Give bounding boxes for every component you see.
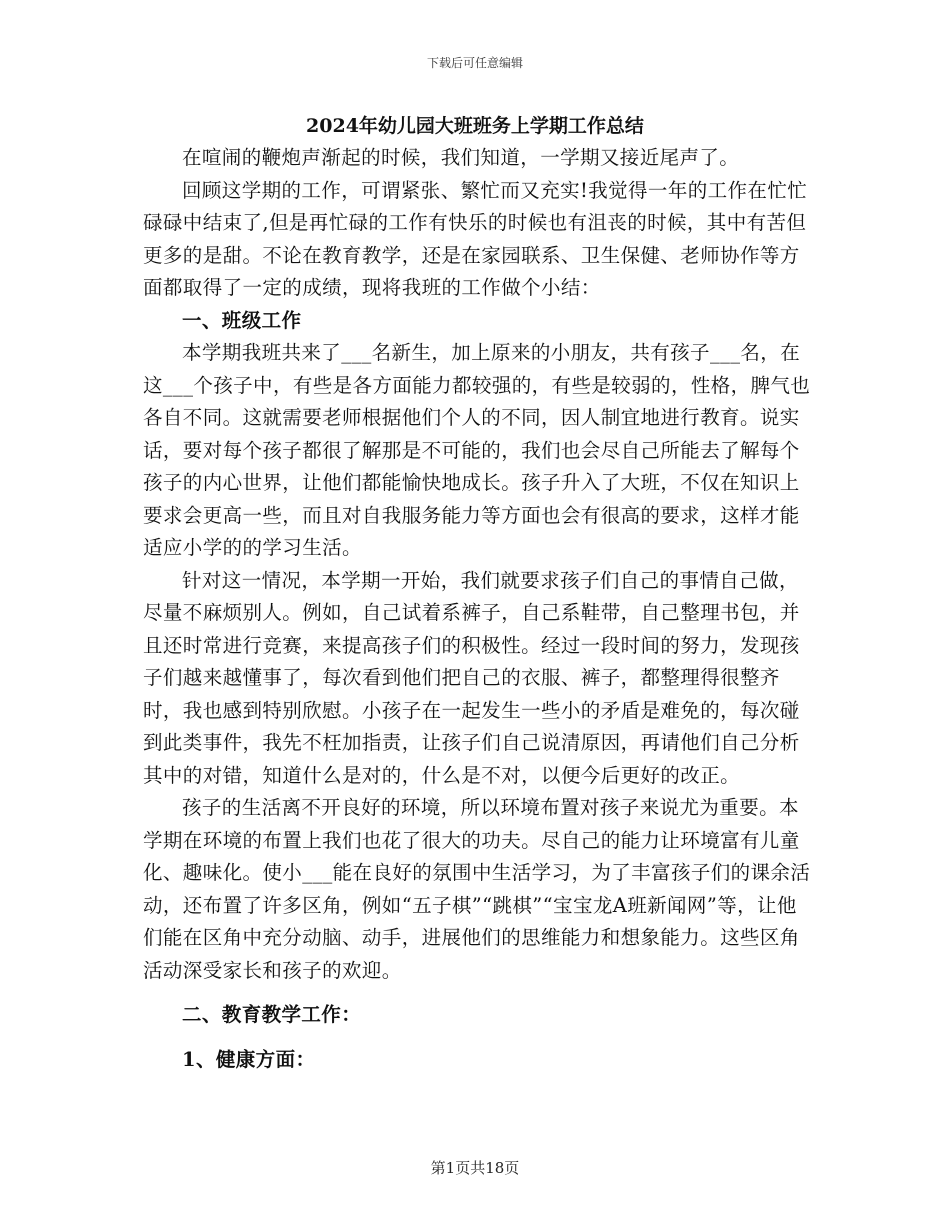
section-heading-class-work: 一、班级工作	[182, 308, 302, 332]
document-body	[143, 142, 815, 1076]
paragraph-intro: 在喧闹的鞭炮声渐起的时候，我们知道，一学期又接近尾声了。	[182, 146, 740, 169]
header-note: 下载后可任意编辑	[426, 56, 523, 70]
document-title: 2024年幼儿园大班班务上学期工作总结	[306, 115, 644, 137]
paragraph-review: 回顾这学期的工作，可谓紧张、繁忙而又充实!我觉得一年的工作在忙忙碌碌中结束了,但是再忙碌的工作有快乐的时候也有沮丧的时候，其中有苦但更多的是甜。不论在教育教学，还是在家园联系、卫生保健、老师协作等方面都取得了一定的成绩，现将我班的工作做个小结：	[143, 178, 808, 299]
paragraph-class-overview: 本学期我班共来了___名新生，加上原来的小朋友，共有孩子___名，在这___个孩子中，有些是各方面能力都较强的，有些是较弱的，性格，脾气也各自不同。这就需要老师根据他们个人的不同，因人制宜地进行教育。说实话，要对每个孩子都很了解那是不可能的，我们也会尽自己所能去了解每个孩子的内心世界，让他们都能愉快地成长。孩子升入了大班，不仅在知识上要求会更高一些，而且对自我服务能力等方面也会有很高的要求，这样才能适应小学的的学习生活。	[143, 341, 811, 559]
page-number-footer: 第1页共18页	[430, 1159, 520, 1177]
paragraph-self-care: 针对这一情况，本学期一开始，我们就要求孩子们自己的事情自己做，尽量不麻烦别人。例如，自己试着系裤子，自己系鞋带，自己整理书包，并且还时常进行竞赛，来提高孩子们的积极性。经过一段时间的努力，发现孩子们越来越懂事了，每次看到他们把自己的衣服、裤子，都整理得很整齐时，我也感到特别欣慰。小孩子在一起发生一些小的矛盾是难免的，每次碰到此类事件，我先不枉加指责，让孩子们自己说清原因，再请他们自己分析其中的对错，知道什么是对的，什么是不对，以便今后更好的改正。	[143, 568, 800, 787]
subsection-heading-health: 1、健康方面：	[182, 1047, 316, 1071]
section-heading-teaching: 二、教育教学工作：	[182, 1003, 362, 1026]
paragraph-environment: 孩子的生活离不开良好的环境，所以环境布置对孩子来说尤为重要。本学期在环境的布置上我们也花了很大的功夫。尽自己的能力让环境富有儿童化、趣味化。使小___能在良好的氛围中生活学习，为了丰富孩子们的课余活动，还布置了许多区角，例如“五子棋”“跳棋”“宝宝龙A班新闻网”等，让他们能在区角中充分动脑、动手，进展他们的思维能力和想象能力。这些区角活动深受家长和孩子的欢迎。	[143, 796, 811, 982]
